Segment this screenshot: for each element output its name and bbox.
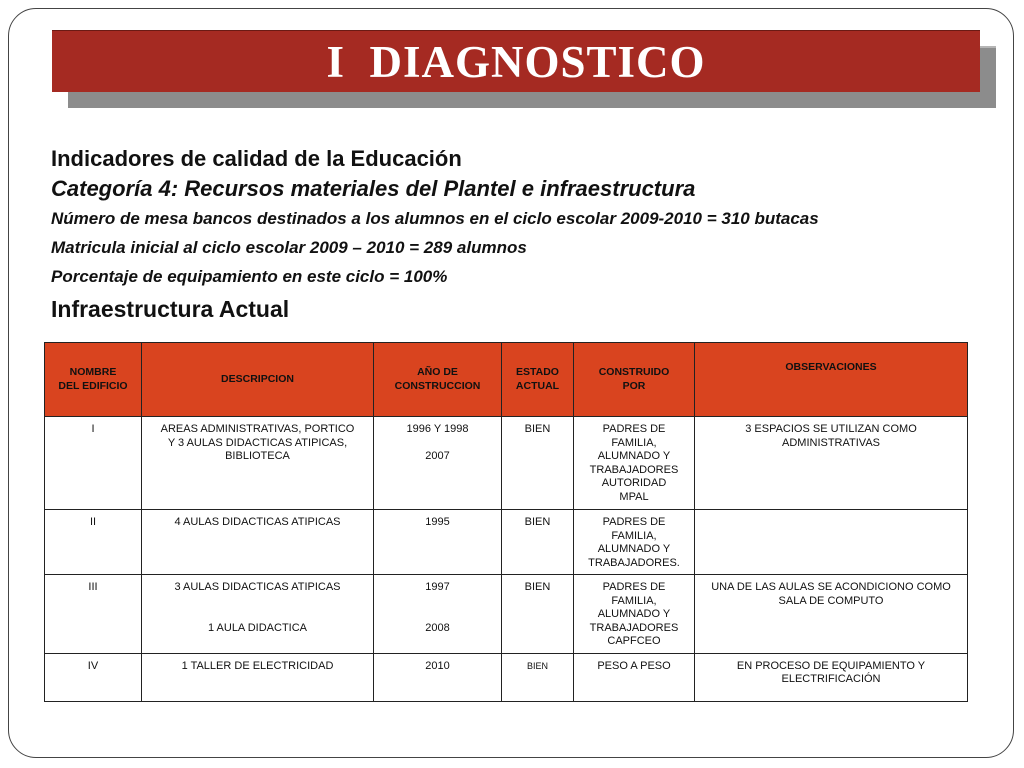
info-line-equipment: Porcentaje de equipamiento en este ciclo = 100% xyxy=(51,267,448,286)
cell-estado: BIEN xyxy=(502,653,574,701)
info-line-enrollment: Matricula inicial al ciclo escolar 2009 – 2010 = 289 alumnos xyxy=(51,238,527,257)
cell-construido: PESO A PESO xyxy=(574,653,695,701)
cell-observaciones: 3 ESPACIOS SE UTILIZAN COMO ADMINISTRATIVAS xyxy=(695,417,968,510)
cell-observaciones: UNA DE LAS AULAS SE ACONDICIONO COMO SALA DE COMPUTO xyxy=(695,575,968,654)
header-descripcion: DESCRIPCION xyxy=(142,343,374,417)
section-heading: Indicadores de calidad de la Educación xyxy=(51,146,462,171)
cell-estado: BIEN xyxy=(502,417,574,510)
cell-anio: 1997 2008 xyxy=(374,575,502,654)
header-nombre: NOMBRE DEL EDIFICIO xyxy=(45,343,142,417)
cell-descripcion: 3 AULAS DIDACTICAS ATIPICAS 1 AULA DIDACTICA xyxy=(142,575,374,654)
cell-construido: PADRES DE FAMILIA, ALUMNADO Y TRABAJADORES AUTORIDAD MPAL xyxy=(574,417,695,510)
cell-observaciones: EN PROCESO DE EQUIPAMIENTO Y ELECTRIFICACIÓN xyxy=(695,653,968,701)
infrastructure-table xyxy=(44,342,968,702)
category-heading: Categoría 4: Recursos materiales del Plantel e infraestructura xyxy=(51,176,696,201)
cell-anio: 1996 Y 1998 2007 xyxy=(374,417,502,510)
cell-construido: PADRES DE FAMILIA, ALUMNADO Y TRABAJADORES CAPFCEO xyxy=(574,575,695,654)
title-banner xyxy=(52,30,980,92)
cell-nombre: II xyxy=(45,510,142,575)
table-header-row xyxy=(45,343,968,417)
cell-descripcion: 4 AULAS DIDACTICAS ATIPICAS xyxy=(142,510,374,575)
page-title: I DIAGNOSTICO xyxy=(326,36,706,87)
cell-descripcion: 1 TALLER DE ELECTRICIDAD xyxy=(142,653,374,701)
cell-construido: PADRES DE FAMILIA, ALUMNADO Y TRABAJADORES. xyxy=(574,510,695,575)
table-row xyxy=(45,575,968,654)
cell-anio: 2010 xyxy=(374,653,502,701)
info-line-desks: Número de mesa bancos destinados a los alumnos en el ciclo escolar 2009-2010 = 310 butacas xyxy=(51,209,819,228)
header-observaciones: OBSERVACIONES xyxy=(695,343,968,417)
cell-nombre: I xyxy=(45,417,142,510)
cell-anio: 1995 xyxy=(374,510,502,575)
infrastructure-heading: Infraestructura Actual xyxy=(51,296,290,322)
table-row xyxy=(45,510,968,575)
header-estado: ESTADO ACTUAL xyxy=(502,343,574,417)
cell-estado: BIEN xyxy=(502,575,574,654)
table-row xyxy=(45,417,968,510)
cell-estado: BIEN xyxy=(502,510,574,575)
cell-nombre: III xyxy=(45,575,142,654)
header-construido: CONSTRUIDO POR xyxy=(574,343,695,417)
cell-observaciones xyxy=(695,510,968,575)
cell-descripcion: AREAS ADMINISTRATIVAS, PORTICO Y 3 AULAS DIDACTICAS ATIPICAS, BIBLIOTECA xyxy=(142,417,374,510)
intro-text xyxy=(51,144,991,324)
cell-nombre: IV xyxy=(45,653,142,701)
header-anio: AÑO DE CONSTRUCCION xyxy=(374,343,502,417)
table-row xyxy=(45,653,968,701)
